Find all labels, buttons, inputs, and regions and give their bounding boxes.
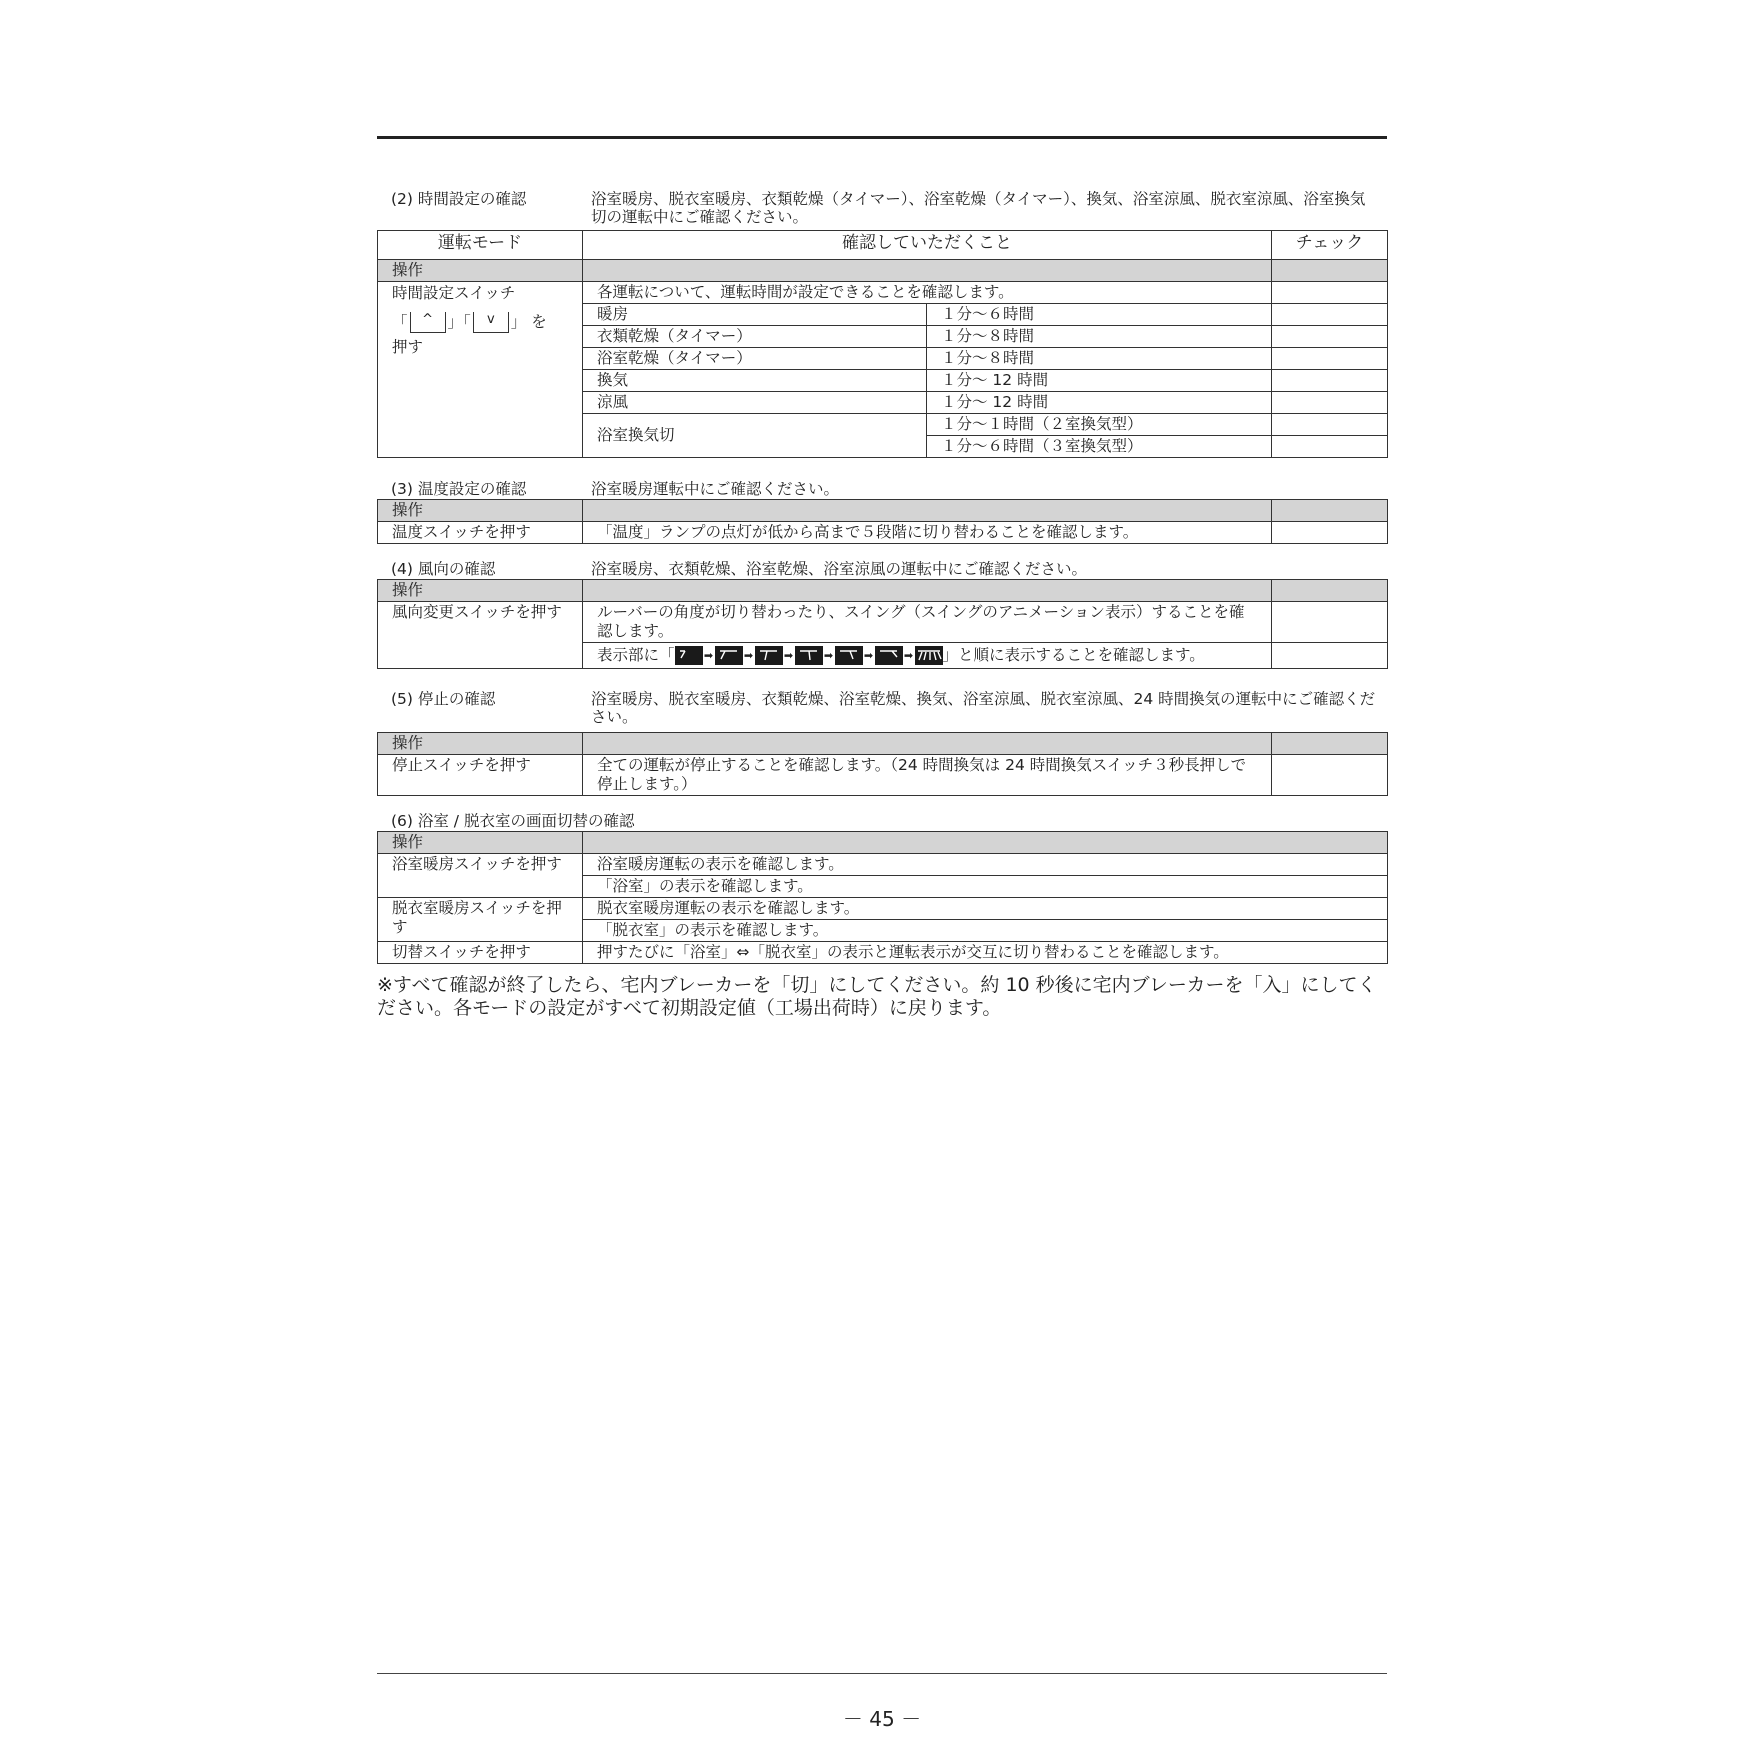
section-heading: (6) 浴室 / 脱衣室の画面切替の確認 [391,812,635,830]
table-row: 表示部に「 ➡ ➡ ➡ ➡ ➡ ➡ 」と順に表示することを確認します。 [378,643,1388,669]
table-row: 「浴室」の表示を確認します。 [378,876,1388,898]
final-note: ※すべて確認が終了したら、宅内ブレーカーを「切」にしてください。約 10 秒後に宅内ブレーカーを「入」にしてください。各モードの設定がすべて初期設定値（工場出荷時）に戻ります。 [377,974,1377,1019]
col-header-mode: 運転モード [378,231,583,260]
check-cell[interactable] [1272,304,1388,326]
table-row: 風向変更スイッチを押す ルーバーの角度が切り替わったり、スイング（スイングのアニメーション表示）することを確認します。 [378,602,1388,643]
section-heading: (4) 風向の確認 浴室暖房、衣類乾燥、浴室乾燥、浴室涼風の運転中にご確認ください。 [391,560,1088,578]
arrow-right-icon: ➡ [703,649,714,662]
table-row: 脱衣室暖房スイッチを押す 脱衣室暖房運転の表示を確認します。 [378,898,1388,920]
section-screen-switch [377,812,1387,964]
wind-direction-table: 操作 風向変更スイッチを押す ルーバーの角度が切り替わったり、スイング（スイングのアニメーション表示）することを確認します。 表示部に「 ➡ ➡ ➡ ➡ ➡ ➡ 」と順に表示することを確認します。 [377,579,1388,669]
table-row: 浴室換気切 １分～１時間（２室換気型） [378,414,1388,436]
louver-angle-2-icon [715,646,743,665]
louver-angle-6-icon [875,646,903,665]
stop-table: 操作 停止スイッチを押す 全ての運転が停止することを確認します。（24 時間換気は 24 時間換気スイッチ３秒長押しで停止します。） [377,732,1388,796]
arrow-right-icon: ➡ [783,649,794,662]
section-heading: (3) 温度設定の確認 浴室暖房運転中にご確認ください。 [391,480,840,498]
arrow-right-icon: ➡ [903,649,914,662]
table-row: 温度スイッチを押す 「温度」ランプの点灯が低から高まで５段階に切り替わることを確認します。 [378,522,1388,544]
col-header-confirm: 確認していただくこと [583,231,1272,260]
table-row: １分～６時間（３室換気型） [378,436,1388,458]
intro-text: 各運転について、運転時間が設定できることを確認します。 [583,282,1272,304]
check-cell[interactable] [1272,326,1388,348]
check-cell[interactable] [1272,282,1388,304]
section-stop [377,690,1387,796]
operation-cell [378,282,583,458]
section-wind-direction [377,560,1387,669]
table-row: 衣類乾燥（タイマー） １分～８時間 [378,326,1388,348]
down-button-icon: v [473,312,509,333]
switch-buttons: 「 ^ 」「 v 」 を [392,312,547,331]
section-time-setting [377,190,1387,458]
arrow-right-icon: ➡ [823,649,834,662]
check-cell[interactable] [1272,348,1388,370]
table-row: 換気 １分～ 12 時間 [378,370,1388,392]
check-cell[interactable] [1272,643,1388,669]
section-number: (2) 時間設定の確認 [391,190,527,208]
screen-switch-table: 操作 浴室暖房スイッチを押す 浴室暖房運転の表示を確認します。 「浴室」の表示を確認します。 脱衣室暖房スイッチを押す 脱衣室暖房運転の表示を確認します。 「脱衣室」の表示を確認します。 切替スイッチを押す 押すたびに「浴室」⇔「脱衣室」の表示と運転表示が交互に切り替わることを確認します。 [377,831,1388,964]
louver-angle-5-icon [835,646,863,665]
table-row: 暖房 １分～６時間 [378,304,1388,326]
section-heading [377,190,1387,226]
push-text: 押す [392,338,424,356]
louver-angle-3-icon [755,646,783,665]
header-rule [377,136,1387,139]
op-label: 操作 [378,260,583,282]
section-heading: (5) 停止の確認 浴室暖房、脱衣室暖房、衣類乾燥、浴室乾燥、換気、浴室涼風、脱衣室涼風、24 時間換気の運転中にご確認ください。 [391,690,1376,726]
louver-swing-icon [915,646,943,665]
check-cell[interactable] [1272,370,1388,392]
louver-angle-4-icon [795,646,823,665]
check-cell[interactable] [1272,602,1388,643]
check-cell[interactable] [1272,522,1388,544]
manual-page [377,0,1387,1754]
table-row: 「脱衣室」の表示を確認します。 [378,920,1388,942]
check-cell[interactable] [1272,755,1388,796]
louver-angle-1-icon [675,646,703,665]
table-row: 浴室乾燥（タイマー） １分～８時間 [378,348,1388,370]
up-button-icon: ^ [410,312,446,333]
arrow-right-icon: ➡ [743,649,754,662]
col-header-check: チェック [1272,231,1388,260]
page-number: － 45 － [842,1707,922,1731]
table-row: 停止スイッチを押す 全ての運転が停止することを確認します。（24 時間換気は 24 時間換気スイッチ３秒長押しで停止します。） [378,755,1388,796]
section-description: 浴室暖房、脱衣室暖房、衣類乾燥（タイマー）、浴室乾燥（タイマー）、換気、浴室涼風、脱衣室涼風、浴室換気切の運転中にご確認ください。 [591,190,1366,226]
arrow-right-icon: ➡ [863,649,874,662]
temperature-table: 操作 温度スイッチを押す 「温度」ランプの点灯が低から高まで５段階に切り替わることを確認します。 [377,499,1388,544]
table-row: 浴室暖房スイッチを押す 浴室暖房運転の表示を確認します。 [378,854,1388,876]
table-row: 切替スイッチを押す 押すたびに「浴室」⇔「脱衣室」の表示と運転表示が交互に切り替わることを確認します。 [378,942,1388,964]
section-temperature [377,480,1387,544]
switch-name: 時間設定スイッチ [392,284,516,302]
footer-rule [377,1673,1387,1674]
time-setting-table [377,230,1388,458]
check-cell[interactable] [1272,392,1388,414]
table-row: 涼風 １分～ 12 時間 [378,392,1388,414]
check-cell[interactable] [1272,436,1388,458]
check-cell[interactable] [1272,414,1388,436]
louver-icon-sequence [675,646,943,665]
